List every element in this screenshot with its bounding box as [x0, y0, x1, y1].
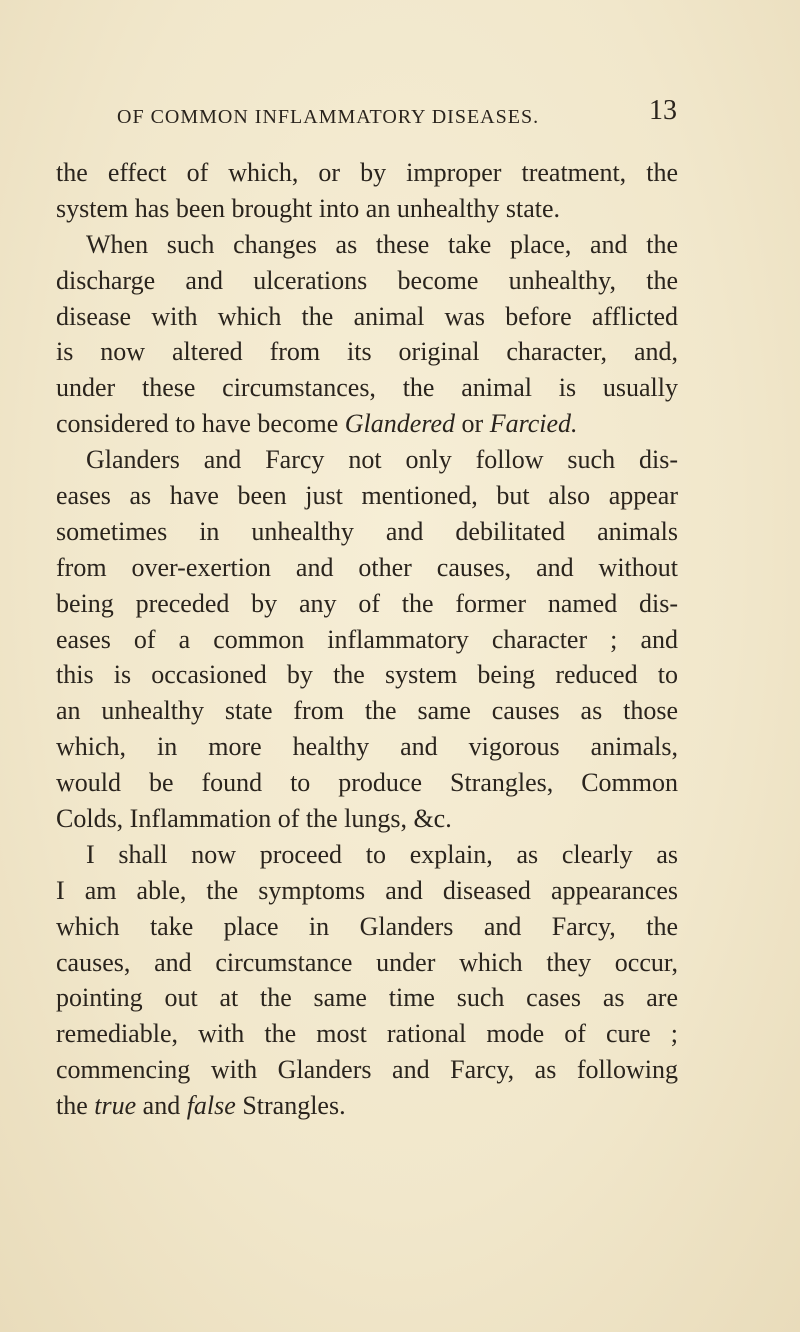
text-line: system has been brought into an unhealthy state. [56, 193, 561, 223]
text-line: which take place in Glanders and Farcy, the [56, 911, 678, 941]
text-fragment: Strangles. [242, 1091, 346, 1121]
text-fragment: considered to have become [56, 409, 339, 439]
text-line: which, in more healthy and vigorous animals, [56, 732, 678, 762]
text-line [56, 406, 678, 442]
text-fragment: and [142, 1091, 181, 1121]
text-line: being preceded by any of the former named dis- [56, 588, 678, 618]
page-header [117, 95, 677, 134]
text-line: commencing with Glanders and Farcy, as following [56, 1055, 678, 1085]
body-text [56, 155, 678, 1124]
text-line: sometimes in unhealthy and debilitated animals [56, 516, 678, 546]
text-line: is now altered from its original character, and, [56, 337, 678, 367]
running-head: OF COMMON INFLAMMATORY DISEASES. [117, 106, 540, 128]
italic-word: Farcied. [489, 409, 578, 439]
italic-word: true [94, 1091, 137, 1121]
text-line: Colds, Inflammation of the lungs, &c. [56, 804, 452, 834]
text-line: under these circumstances, the animal is usually [56, 373, 678, 403]
text-line: When such changes as these take place, and the [86, 229, 678, 259]
text-fragment: the [56, 1091, 88, 1121]
text-line: from over-exertion and other causes, and without [56, 552, 678, 582]
text-line: pointing out at the same time such cases as are [56, 983, 678, 1013]
text-line: this is occasioned by the system being reduced to [56, 660, 678, 690]
text-line: an unhealthy state from the same causes as those [56, 696, 678, 726]
text-line: eases of a common inflammatory character ; and [56, 624, 678, 654]
text-line: I am able, the symptoms and diseased appearances [56, 875, 678, 905]
text-line: eases as have been just mentioned, but also appear [56, 481, 678, 511]
text-line: would be found to produce Strangles, Common [56, 768, 678, 798]
text-line: causes, and circumstance under which they occur, [56, 947, 678, 977]
text-line: discharge and ulcerations become unhealthy, the [56, 265, 678, 295]
text-line: I shall now proceed to explain, as clearly as [86, 839, 678, 869]
text-line: Glanders and Farcy not only follow such dis- [86, 445, 678, 475]
text-line [56, 1088, 678, 1124]
text-line: disease with which the animal was before afflicted [56, 301, 678, 331]
text-fragment: or [461, 409, 484, 439]
italic-word: false [186, 1091, 236, 1121]
text-line: remediable, with the most rational mode of cure ; [56, 1019, 678, 1049]
page-number: 13 [649, 95, 677, 126]
text-line: the effect of which, or by improper treatment, the [56, 158, 678, 187]
italic-word: Glandered [344, 409, 456, 439]
